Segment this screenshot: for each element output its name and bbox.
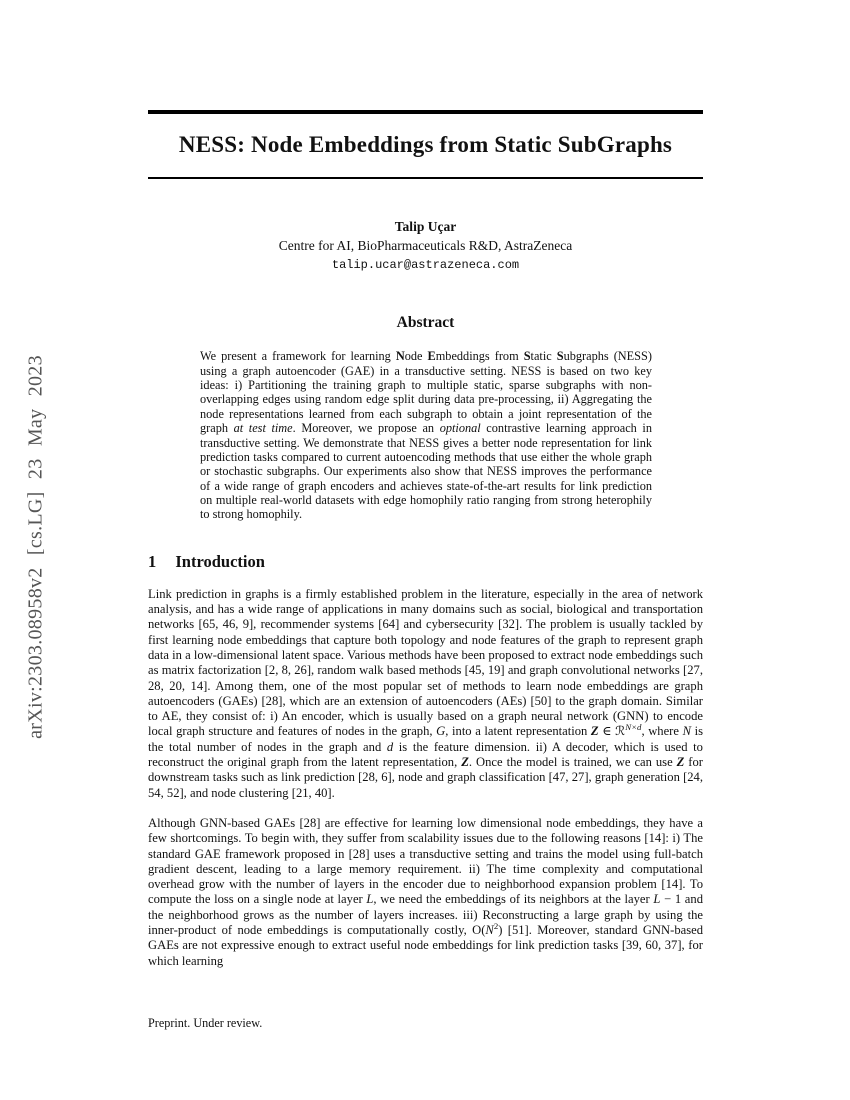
text-segment: N [682,724,691,739]
arxiv-watermark: arXiv:2303.08958v2 [cs.LG] 23 May 2023 [24,355,47,739]
text-segment: N×d [625,722,642,733]
text-segment: S [523,349,531,364]
text-segment: S [556,349,564,364]
section-title: Introduction [175,551,265,571]
text-segment: Z [461,755,469,770]
title-rule-bottom [148,177,703,179]
text-segment: ode [404,349,428,364]
intro-paragraph-2 [148,816,703,969]
text-segment: ) [51]. Moreover, standard GNN-based GAEs are not expressive enough to extract useful node embeddings for link prediction tasks [39, 60, 37], for which learning [148,923,703,968]
abstract-heading: Abstract [396,314,455,332]
text-segment: optional [439,421,481,436]
author-block [148,219,703,272]
text-segment: mbeddings from [435,349,524,364]
text-segment: contrastive learning approach in transductive setting. We demonstrate that NESS gives a better node representation for link prediction tasks compared to current autoencoding methods that use either the whole graph or stochastic subgraphs. Our experiments also show that NESS improves the performance of a wide range of graph encoders and achieves state-of-the-art results for link prediction on multiple real-world datasets with edge homophily ratio ranging from strong heterophily to strong homophily. [200,421,652,522]
author-email: talip.ucar@astrazeneca.com [331,258,520,273]
text-segment: d [386,739,394,754]
text-segment: for downstream tasks such as link prediction [28, 6], node and graph classification [47, 27], graph generation [24, 54, 52], and node clustering [21, 40]. [148,755,703,800]
text-segment: , we need the embeddings of its neighbors at the layer [373,892,654,907]
text-segment: , where [641,724,683,739]
text-segment: − 1 and the neighborhood grows as the number of layers increases. iii) Reconstructing a large graph by using the inner-product of node embeddings is computationally costly, O( [148,892,703,938]
text-segment: Z [590,724,599,739]
text-segment: L [653,892,661,907]
footer-note: Preprint. Under review. [148,1016,263,1030]
text-segment: N [395,349,405,364]
intro-paragraph-1 [148,587,703,801]
text-segment: ubgraphs (NESS) using a graph autoencoder (GAE) in a transductive setting. NESS is based on two key ideas: i) Partitioning the training graph to multiple static, sparse subgraphs with non-overlapping edges using random edge split during data pre-processing, ii) Aggregating the node representations learned from each subgraph to obtain a joint representation of the graph [200,349,652,436]
text-segment: . Moreover, we propose an [292,421,440,436]
text-segment: Link prediction in graphs is a firmly established problem in the literature, especially in the area of network analysis, and has a wide range of applications in many domains such as social, biological and transportation networks [65, 46, 9], recommender systems [64] and cybersecurity [32]. The problem is usually tackled by first learning node embeddings that capture both topology and node features of the graph to represent graph data in a low-dimensional latent space. Various methods have been proposed to extract node embeddings such as matrix factorization [2, 8, 26], random walk based methods [45, 19] and graph convolutional networks [27, 28, 20, 14]. Among them, one of the most popular set of methods to learn node embeddings are graph autoencoders (GAEs) [28], which are an extension of autoencoders (AEs) [50] to the graph domain. Similar to AE, they consist of: i) An encoder, which is usually based on a graph neural network (GNN) to encode local graph structure and features of nodes in the graph, [148,586,703,739]
text-segment: E [427,349,436,364]
text-segment: at test time [233,421,293,436]
text-segment: G [436,724,446,739]
abstract-text [200,349,652,522]
text-segment: We present a framework for learning [200,349,396,364]
paper-content [148,0,703,969]
text-segment: Although GNN-based GAEs [28] are effective for learning low dimensional node embeddings, they have a few shortcomings. To begin with, they suffer from scalability issues due to the following reasons [14]: i) The standard GAE framework proposed in [28] uses a transductive setting and trains the model using full-batch gradient descent, leading to a large memory requirement. ii) The time complexity and computational overhead grow with the number of layers in the encoder due to neighborhood expansion problem [14]. To compute the loss on a single node at layer [148,815,703,907]
section-heading-introduction [148,552,703,572]
text-segment: 2 [493,920,499,931]
text-segment: L [366,892,374,907]
text-segment: tatic [530,349,557,364]
abstract-section [148,314,703,522]
author-affiliation: Centre for AI, BioPharmaceuticals R&D, AstraZeneca [278,238,573,254]
text-segment: Z [676,755,685,770]
text-segment: ∈ ℛ [598,724,626,739]
text-segment: N [485,923,494,938]
text-segment: is the feature dimension. ii) A decoder, which is used to reconstruct the original graph from the latent representation, [148,739,703,770]
text-segment: , into a latent representation [445,724,591,739]
title-rule-top [148,110,703,114]
author-name: Talip Uçar [394,219,457,235]
section-number: 1 [148,551,157,571]
paper-title: NESS: Node Embeddings from Static SubGraphs [178,132,673,157]
text-segment: is the total number of nodes in the graph and [148,724,703,754]
text-segment: . Once the model is trained, we can use [468,755,677,770]
